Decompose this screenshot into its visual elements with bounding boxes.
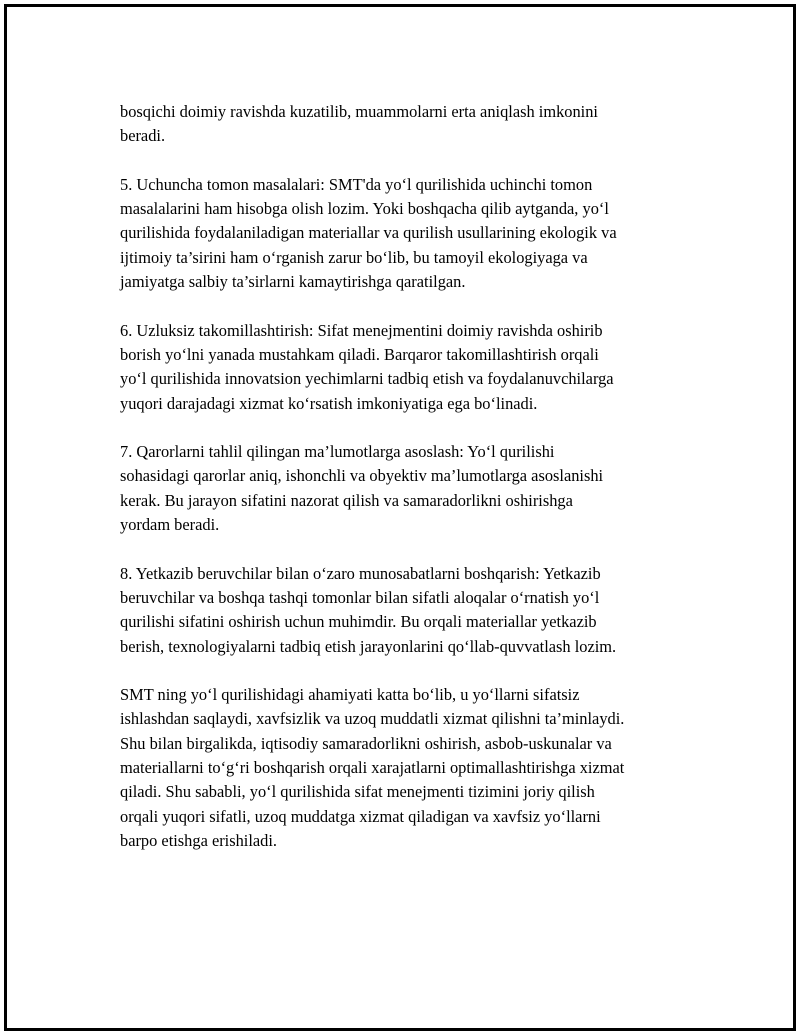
text-line: 7. Qarorlarni tahlil qilingan ma’lumotlarga asoslash: Yo‘l qurilishi	[120, 442, 555, 462]
text-line: qiladi. Shu sababli, yo‘l qurilishida sifat menejmenti tizimini joriy qilish	[120, 782, 595, 802]
text-line: ishlashdan saqlaydi, xavfsizlik va uzoq muddatli xizmat qilishni ta’minlaydi.	[120, 709, 625, 729]
page-frame	[4, 4, 796, 1031]
text-line: 6. Uzluksiz takomillashtirish: Sifat menejmentini doimiy ravishda oshirib	[120, 320, 603, 340]
paragraph-supplier-relations	[120, 562, 700, 659]
paragraph-third-party-issues	[120, 173, 700, 294]
text-line: sohasidagi qarorlar aniq, ishonchli va obyektiv ma’lumotlarga asoslanishi	[120, 466, 604, 486]
paragraph-conclusion	[120, 683, 700, 853]
text-line: 8. Yetkazib beruvchilar bilan o‘zaro munosabatlarni boshqarish: Yetkazib	[120, 563, 601, 583]
text-line: berish, texnologiyalarni tadbiq etish jarayonlarini qo‘llab-quvvatlash lozim.	[120, 636, 617, 656]
text-line: qurilishi sifatini oshirish uchun muhimdir. Bu orqali materiallar yetkazib	[120, 612, 597, 632]
text-line: 5. Uchuncha tomon masalalari: SMT'da yo‘l qurilishida uchinchi tomon	[120, 174, 593, 194]
text-line: beradi.	[120, 126, 166, 146]
text-line: yordam beradi.	[120, 515, 220, 535]
paragraph-continuation	[120, 100, 700, 149]
text-line: ijtimoiy ta’sirini ham o‘rganish zarur bo‘lib, bu tamoyil ekologiyaga va	[120, 247, 588, 267]
text-line: yuqori darajadagi xizmat ko‘rsatish imkoniyatiga ega bo‘linadi.	[120, 393, 538, 413]
text-line: bosqichi doimiy ravishda kuzatilib, muammolarni erta aniqlash imkonini	[120, 102, 598, 121]
text-line: orqali yuqori sifatli, uzoq muddatga xizmat qiladigan va xavfsiz yo‘llarni	[120, 806, 601, 826]
text-line: jamiyatga salbiy ta’sirlarni kamaytirishga qaratilgan.	[120, 272, 466, 292]
text-line: qurilishida foydalaniladigan materiallar va qurilish usullarining ekologik va	[120, 223, 617, 243]
text-line: yo‘l qurilishida innovatsion yechimlarni tadbiq etish va foydalanuvchilarga	[120, 369, 614, 389]
text-line: barpo etishga erishiladi.	[120, 830, 278, 850]
text-line: beruvchilar va boshqa tashqi tomonlar bilan sifatli aloqalar o‘rnatish yo‘l	[120, 587, 600, 607]
paragraph-continuous-improvement	[120, 319, 700, 416]
text-line: masalalarini ham hisobga olish lozim. Yoki boshqacha qilib aytganda, yo‘l	[120, 199, 609, 219]
text-line: borish yo‘lni yanada mustahkam qiladi. Barqaror takomillashtirish orqali	[120, 344, 599, 364]
document-body	[120, 100, 700, 878]
text-line: kerak. Bu jarayon sifatini nazorat qilish va samaradorlikni oshirishga	[120, 490, 573, 510]
text-line: materiallarni to‘g‘ri boshqarish orqali xarajatlarni optimallashtirishga xizmat	[120, 758, 625, 778]
text-line: SMT ning yo‘l qurilishidagi ahamiyati katta bo‘lib, u yo‘llarni sifatsiz	[120, 685, 580, 705]
paragraph-data-driven-decisions	[120, 440, 700, 537]
text-line: Shu bilan birgalikda, iqtisodiy samaradorlikni oshirish, asbob-uskunalar va	[120, 733, 612, 753]
